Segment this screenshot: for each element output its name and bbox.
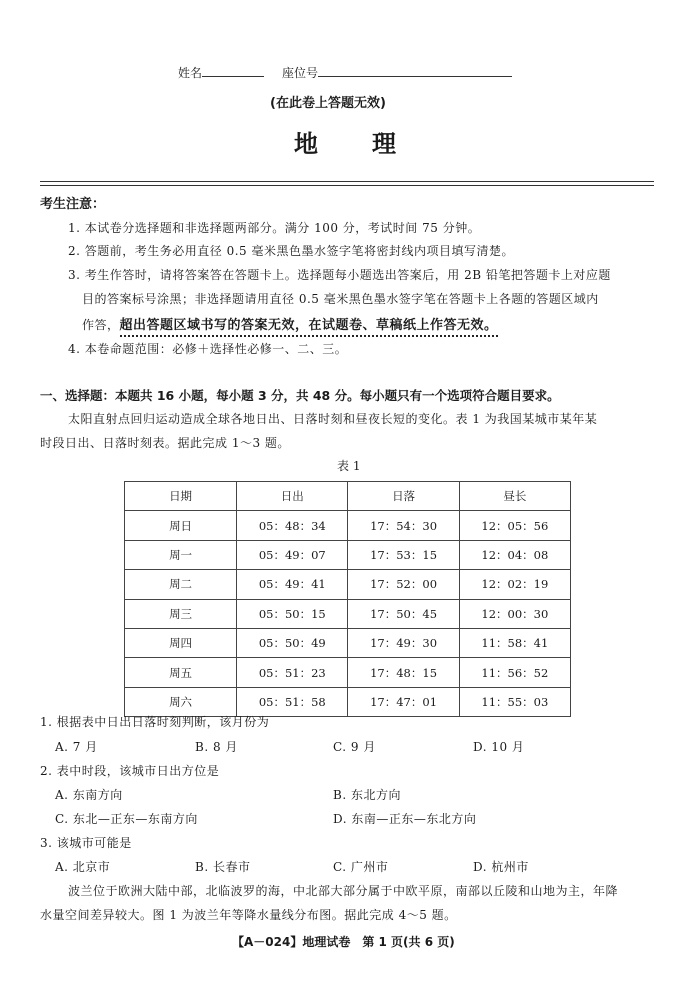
question-3-option-d: D. 杭州市 — [473, 860, 529, 874]
header-cell: 昼长 — [459, 482, 570, 511]
table-cell: 周二 — [125, 570, 237, 599]
table-cell: 周五 — [125, 658, 237, 687]
table-cell: 17：48：15 — [348, 658, 459, 687]
question-2-option-d: D. 东南—正东—东北方向 — [333, 812, 477, 826]
name-label: 姓名 — [178, 66, 203, 80]
table-cell: 11：56：52 — [459, 658, 570, 687]
exam-note: (在此卷上答题无效) — [270, 96, 386, 111]
name-field — [178, 64, 264, 81]
table-cell: 17：47：01 — [348, 687, 459, 716]
name-blank — [202, 64, 264, 77]
question-2-option-b: B. 东北方向 — [333, 788, 401, 802]
notice-item-3-end — [82, 314, 498, 333]
table-header-row — [125, 482, 571, 511]
table-row — [125, 540, 571, 569]
table-row — [125, 511, 571, 540]
notice-item-2: 2. 答题前，考生务必用直径 0.5 毫米黑色墨水签字笔将密封线内项目填写清楚。 — [68, 244, 514, 258]
question-1-option-a: A. 7 月 — [55, 740, 98, 754]
seat-label: 座位号 — [282, 66, 319, 80]
table-cell: 17：49：30 — [348, 628, 459, 657]
question-3-option-a: A. 北京市 — [55, 860, 111, 874]
question-2-option-a: A. 东南方向 — [55, 788, 123, 802]
table-cell: 周六 — [125, 687, 237, 716]
intro-line-2: 时段日出、日落时刻表。据此完成 1～3 题。 — [40, 436, 290, 450]
table-row — [125, 628, 571, 657]
table-cell: 17：53：15 — [348, 540, 459, 569]
question-3-option-c: C. 广州市 — [333, 860, 389, 874]
table-cell: 周一 — [125, 540, 237, 569]
question-1-option-d: D. 10 月 — [473, 740, 525, 754]
passage-2-line-1: 波兰位于欧洲大陆中部，北临波罗的海，中北部大部分属于中欧平原，南部以丘陵和山地为主，年降 — [68, 884, 619, 898]
table-cell: 05：48：34 — [237, 511, 348, 540]
sunrise-sunset-table — [124, 481, 571, 717]
table-cell: 05：50：49 — [237, 628, 348, 657]
table-cell: 周日 — [125, 511, 237, 540]
table-cell: 05：51：23 — [237, 658, 348, 687]
question-2-option-c: C. 东北—正东—东南方向 — [55, 812, 198, 826]
notice-heading: 考生注意： — [40, 197, 106, 212]
table-cell: 17：52：00 — [348, 570, 459, 599]
question-1-stem: 1. 根据表中日出日落时刻判断，该月份为 — [40, 715, 270, 729]
seat-field — [282, 64, 512, 81]
header-cell: 日出 — [237, 482, 348, 511]
table-row — [125, 658, 571, 687]
table-row — [125, 599, 571, 628]
header-rule-top — [40, 181, 654, 182]
table-row — [125, 570, 571, 599]
table-cell: 11：58：41 — [459, 628, 570, 657]
notice-item-1: 1. 本试卷分选择题和非选择题两部分。满分 100 分，考试时间 75 分钟。 — [68, 221, 481, 235]
header-cell: 日期 — [125, 482, 237, 511]
header-rule-bottom — [40, 185, 654, 186]
question-2-stem: 2. 表中时段，该城市日出方位是 — [40, 764, 220, 778]
question-1-option-b: B. 8 月 — [195, 740, 238, 754]
table-cell: 05：49：07 — [237, 540, 348, 569]
table-cell: 05：49：41 — [237, 570, 348, 599]
table-cell: 周四 — [125, 628, 237, 657]
intro-line-1: 太阳直射点回归运动造成全球各地日出、日落时刻和昼夜长短的变化。表 1 为我国某城市某年某 — [68, 412, 598, 426]
question-3-stem: 3. 该城市可能是 — [40, 836, 132, 850]
table-cell: 12：05：56 — [459, 511, 570, 540]
seat-blank — [318, 64, 512, 77]
notice-item-4: 4. 本卷命题范围：必修＋选择性必修一、二、三。 — [68, 342, 348, 356]
notice-emphasis: 超出答题区域书写的答案无效，在试题卷、草稿纸上作答无效。 — [120, 318, 498, 337]
question-3-option-b: B. 长春市 — [195, 860, 251, 874]
header-cell: 日落 — [348, 482, 459, 511]
notice-item-3-end-text: 作答， — [82, 318, 120, 332]
table-cell: 05：51：58 — [237, 687, 348, 716]
page-title: 地 理 — [294, 129, 398, 158]
table-cell: 11：55：03 — [459, 687, 570, 716]
table-cell: 12：02：19 — [459, 570, 570, 599]
table-title: 表 1 — [337, 459, 361, 473]
notice-item-3: 3. 考生作答时，请将答案答在答题卡上。选择题每小题选出答案后，用 2B 铅笔把答题卡上对应题 — [68, 268, 611, 282]
table-cell: 12：04：08 — [459, 540, 570, 569]
section-heading: 一、选择题：本题共 16 小题，每小题 3 分，共 48 分。每小题只有一个选项符合题目要求。 — [40, 388, 560, 403]
notice-item-3-cont: 目的答案标号涂黑；非选择题请用直径 0.5 毫米黑色墨水签字笔在答题卡上各题的答题区域内 — [82, 292, 599, 306]
table-cell: 17：50：45 — [348, 599, 459, 628]
page-footer: 【A－024】地理试卷 第 1 页(共 6 页) — [232, 935, 455, 949]
table-cell: 05：50：15 — [237, 599, 348, 628]
question-1-option-c: C. 9 月 — [333, 740, 376, 754]
table-cell: 周三 — [125, 599, 237, 628]
table-cell: 17：54：30 — [348, 511, 459, 540]
table-cell: 12：00：30 — [459, 599, 570, 628]
passage-2-line-2: 水量空间差异较大。图 1 为波兰年等降水量线分布图。据此完成 4～5 题。 — [40, 908, 457, 922]
